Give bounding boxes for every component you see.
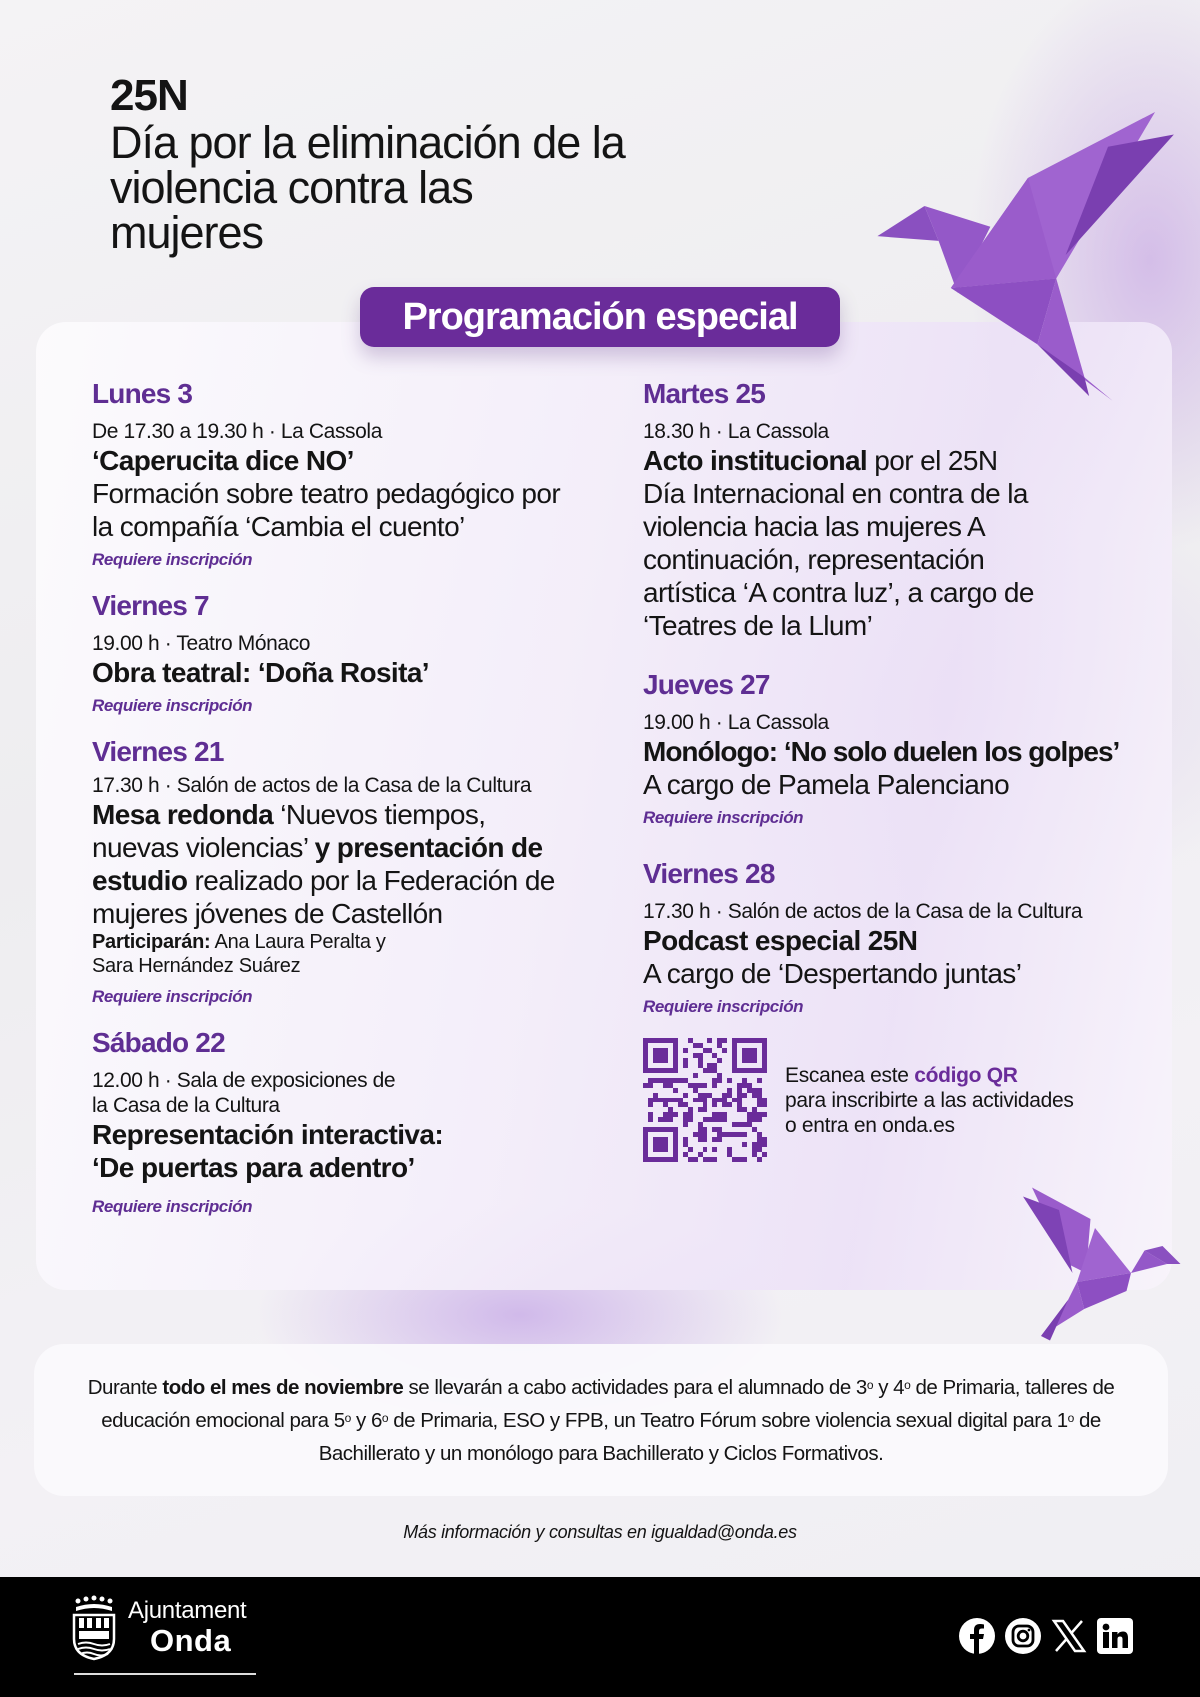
- notice-text-part: y 4: [873, 1375, 905, 1399]
- facebook-icon[interactable]: [958, 1617, 996, 1655]
- ordinal-mark: o: [1067, 1410, 1074, 1425]
- event-day: Jueves 27: [643, 669, 770, 700]
- event-title: Obra teatral: ‘Doña Rosita’: [92, 657, 429, 688]
- contact-info[interactable]: Más información y consultas en igualdad@onda.es: [403, 1522, 797, 1542]
- event-title: ‘Caperucita dice NO’: [92, 445, 354, 476]
- page-title: Día por la eliminación de la violencia contra las mujeres: [110, 117, 625, 258]
- event-participants: [92, 930, 422, 978]
- event-day: Sábado 22: [92, 1027, 225, 1058]
- events-right-column: [643, 377, 1163, 1162]
- event-item: [643, 857, 1163, 1018]
- event-day: Viernes 21: [92, 736, 224, 767]
- notice-text-part: de Primaria, talleres de educación emocional para 5: [101, 1375, 1115, 1432]
- event-time-place: 17.30 h · Salón de actos de la Casa de la Cultura: [643, 900, 1083, 923]
- event-item: [643, 668, 1163, 829]
- origami-bird-icon: [1005, 1172, 1185, 1347]
- event-day: Martes 25: [643, 378, 765, 409]
- event-title: Podcast especial 25N: [643, 925, 918, 956]
- event-time-place: 17.30 h · Salón de actos de la Casa de la Cultura: [92, 774, 532, 797]
- event-title: [643, 444, 1163, 477]
- event-item: [92, 1026, 612, 1218]
- event-description: [92, 798, 572, 930]
- event-time-place: 19.00 h · La Cassola: [643, 711, 829, 734]
- notice-text-part: se llevarán a cabo actividades para el alumnado de 3: [403, 1375, 867, 1399]
- registration-required-label: Requiere inscripción: [643, 808, 804, 827]
- event-description: A cargo de Pamela Palenciano: [643, 769, 1010, 800]
- registration-required-label: Requiere inscripción: [92, 1197, 253, 1216]
- event-day: Lunes 3: [92, 378, 193, 409]
- event-item: [92, 377, 612, 571]
- notice-box: [34, 1344, 1168, 1496]
- event-title-rest: por el 25N: [867, 445, 998, 476]
- event-time-place: 12.00 h · Sala de exposiciones de la Casa de la Cultura: [92, 1069, 396, 1117]
- event-item: [92, 589, 612, 717]
- event-time-place: 18.30 h · La Cassola: [643, 420, 829, 443]
- qr-text-2: para inscribirte a las actividades: [785, 1088, 1074, 1112]
- event-description: Formación sobre teatro pedagógico por la compañía ‘Cambia el cuento’: [92, 478, 561, 542]
- qr-text-1: Escanea este: [785, 1063, 915, 1087]
- org-name-line-2: Onda: [150, 1623, 232, 1658]
- notice-text-part: y 6: [350, 1408, 382, 1432]
- qr-text-3: o entra en onda.es: [785, 1113, 955, 1137]
- ordinal-mark: o: [344, 1410, 351, 1425]
- event-item: [92, 735, 612, 1008]
- qr-section: [643, 1038, 1163, 1162]
- notice-text: [64, 1371, 1138, 1470]
- registration-required-label: Requiere inscripción: [92, 550, 253, 569]
- program-heading: Programación especial: [360, 287, 840, 347]
- social-links: [958, 1617, 1134, 1655]
- notice-bold: todo el mes de noviembre: [162, 1375, 404, 1399]
- event-title: Representación interactiva: ‘De puertas para adentro’: [92, 1119, 444, 1183]
- org-name: [128, 1598, 246, 1658]
- footer: [0, 1577, 1200, 1697]
- origami-bird-icon: [868, 95, 1188, 415]
- registration-required-label: Requiere inscripción: [92, 696, 253, 715]
- ajuntament-logo[interactable]: [72, 1595, 246, 1661]
- crest-icon: [72, 1595, 116, 1661]
- event-text: ‘Nuevos tiempos, nuevas violencias’: [92, 799, 486, 863]
- ordinal-mark: o: [381, 1410, 389, 1425]
- event-text: realizado por la Federación de mujeres jóvenes de Castellón: [92, 865, 555, 929]
- event-title: Monólogo: ‘No solo duelen los golpes’: [643, 736, 1120, 767]
- notice-text-part: de Bachillerato y un monólogo para Bachillerato y Ciclos Formativos.: [318, 1408, 1101, 1465]
- event-title-bold: Mesa redonda: [92, 799, 274, 830]
- event-item: [643, 377, 1163, 642]
- event-day: Viernes 7: [92, 590, 209, 621]
- ordinal-mark: o: [904, 1377, 911, 1392]
- event-day: Viernes 28: [643, 858, 775, 889]
- participants-label: Participarán:: [92, 931, 211, 953]
- participants-names: Ana Laura Peralta y Sara Hernández Suárez: [92, 931, 386, 977]
- qr-code[interactable]: [643, 1038, 767, 1162]
- x-icon[interactable]: [1050, 1617, 1088, 1655]
- org-name-line-1: Ajuntament: [128, 1597, 247, 1624]
- event-time-place: De 17.30 a 19.30 h · La Cassola: [92, 420, 382, 443]
- instagram-icon[interactable]: [1004, 1617, 1042, 1655]
- qr-instructions: [785, 1063, 1074, 1138]
- registration-required-label: Requiere inscripción: [92, 987, 253, 1006]
- events-left-column: [92, 377, 612, 1236]
- event-time-place: 19.00 h · Teatro Mónaco: [92, 632, 311, 655]
- ordinal-mark: o: [866, 1377, 874, 1392]
- linkedin-icon[interactable]: [1096, 1617, 1134, 1655]
- event-title-bold: y presentación de estudio: [92, 832, 543, 896]
- event-description: Día Internacional en contra de la violencia hacia las mujeres A continuación, representación artística ‘A contra luz’, a cargo de ‘Teatres de la Llum’: [643, 478, 1034, 641]
- logo-underline: [74, 1673, 256, 1675]
- notice-text-part: de Primaria, ESO y FPB, un Teatro Fórum sobre violencia sexual digital para 1: [388, 1408, 1068, 1432]
- qr-highlight: código QR: [914, 1063, 1018, 1087]
- registration-required-label: Requiere inscripción: [643, 997, 804, 1016]
- notice-text-part: Durante: [87, 1375, 163, 1399]
- page-header: [110, 71, 630, 258]
- campaign-tag: 25N: [110, 71, 188, 120]
- event-description: A cargo de ‘Despertando juntas’: [643, 958, 1022, 989]
- event-title-bold: Acto institucional: [643, 445, 868, 476]
